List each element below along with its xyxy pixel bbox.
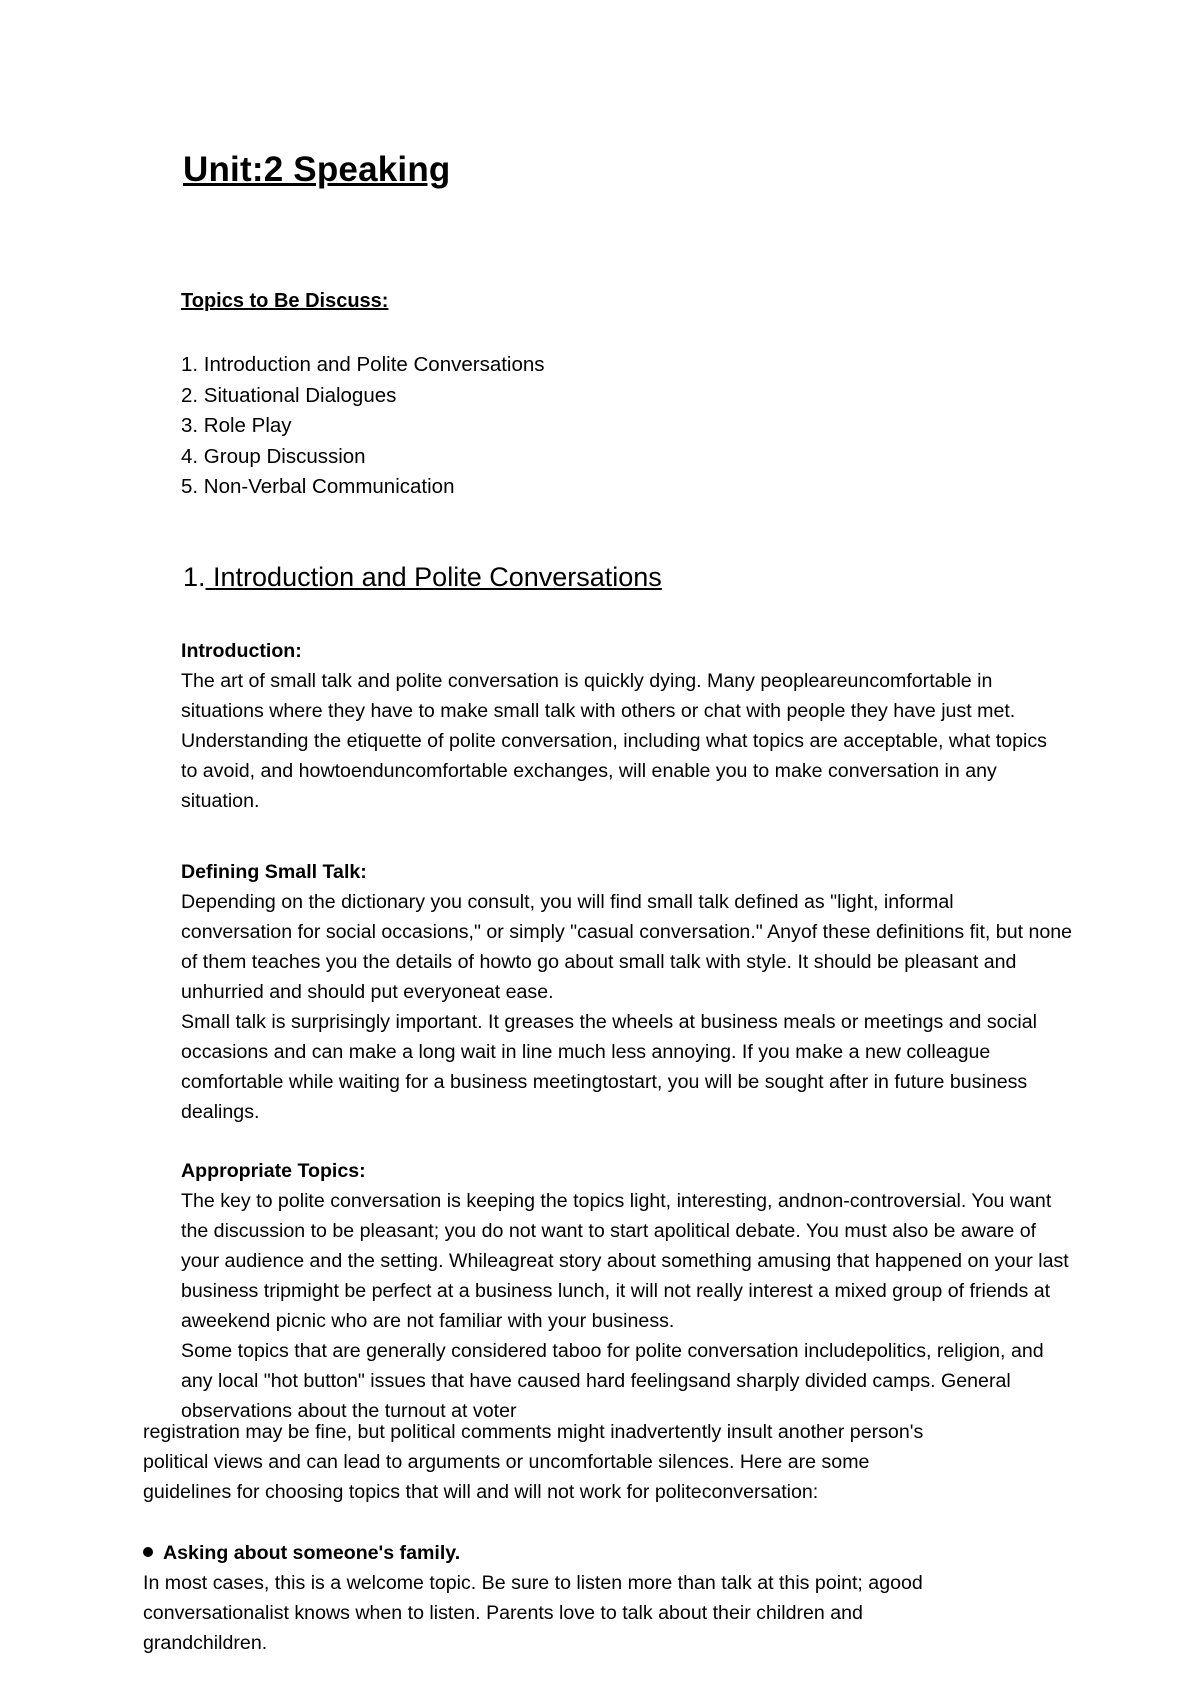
topics-list (181, 350, 545, 503)
text-line: aweekend picnic who are not familiar with your business. (181, 1310, 675, 1332)
topic-item: 4. Group Discussion (181, 444, 366, 468)
appropriate-topics-paragraph (181, 1156, 1191, 1426)
text-line: any local "hot button" issues that have caused hard feelingsand sharply divided camps. General (181, 1370, 1011, 1392)
text-line: The key to polite conversation is keeping the topics light, interesting, andnon-controversial. You want (181, 1190, 1052, 1212)
text-line: In most cases, this is a welcome topic. Be sure to listen more than talk at this point; agood (143, 1572, 923, 1594)
text-line: dealings. (181, 1101, 260, 1123)
section-title-text: Introduction and Polite Conversations (205, 562, 662, 592)
text-line: to avoid, and howtoenduncomfortable exchanges, will enable you to make conversation in any (181, 760, 997, 782)
bullet-heading (143, 1538, 1173, 1568)
text-line: Depending on the dictionary you consult, you will find small talk defined as "light, informal (181, 891, 954, 913)
bullet-dot-icon (143, 1547, 153, 1557)
text-line: occasions and can make a long wait in line much less annoying. If you make a new colleague (181, 1041, 991, 1063)
guidelines-paragraph (143, 1417, 1173, 1507)
topic-item: 5. Non-Verbal Communication (181, 475, 455, 498)
text-line: situation. (181, 790, 260, 812)
appropriate-topics-heading: Appropriate Topics: (181, 1160, 366, 1182)
topics-heading: Topics to Be Discuss: (181, 290, 389, 312)
text-line: grandchildren. (143, 1632, 268, 1654)
section-number: 1. (183, 562, 206, 592)
text-line: of them teaches you the details of howto go about small talk with style. It should be pleasant and (181, 951, 1017, 973)
topic-item: 3. Role Play (181, 414, 292, 437)
text-line: conversationalist knows when to listen. Parents love to talk about their children and (143, 1602, 863, 1624)
text-line: unhurried and should put everyoneat ease. (181, 981, 554, 1003)
text-line: comfortable while waiting for a business meetingtostart, you will be sought after in future business (181, 1071, 1028, 1093)
text-line: the discussion to be pleasant; you do not want to start apolitical debate. You must also be aware of (181, 1220, 1037, 1242)
family-bullet (143, 1538, 1173, 1658)
introduction-heading: Introduction: (181, 640, 302, 662)
text-line: political views and can lead to arguments or uncomfortable silences. Here are some (143, 1451, 870, 1473)
text-line: registration may be fine, but political comments might inadvertently insult another person's (143, 1421, 924, 1443)
text-line: conversation for social occasions," or simply "casual conversation." Anyof these definitions fit, but none (181, 921, 1073, 943)
bullet-heading-text: Asking about someone's family. (163, 1542, 461, 1564)
text-line: business tripmight be perfect at a business lunch, it will not really interest a mixed group of friends at (181, 1280, 1051, 1302)
text-line: Small talk is surprisingly important. It greases the wheels at business meals or meetings and social (181, 1011, 1037, 1033)
text-line: observations about the turnout at voter (181, 1400, 517, 1422)
text-line: Understanding the etiquette of polite conversation, including what topics are acceptable, what topics (181, 730, 1047, 752)
defining-small-talk-paragraph (181, 857, 1191, 1127)
text-line: Some topics that are generally considered taboo for polite conversation includepolitics, religion, and (181, 1340, 1044, 1362)
text-line: situations where they have to make small talk with others or chat with people they have just met. (181, 700, 1016, 722)
topic-item: 1. Introduction and Polite Conversations (181, 353, 545, 376)
unit-title: Unit:2 Speaking (183, 150, 451, 189)
text-line: guidelines for choosing topics that will and will not work for politeconversation: (143, 1481, 819, 1503)
section-title (183, 562, 662, 593)
text-line: your audience and the setting. Whileagreat story about something amusing that happened on your last (181, 1250, 1069, 1272)
defining-small-talk-heading: Defining Small Talk: (181, 861, 367, 883)
text-line: The art of small talk and polite conversation is quickly dying. Many peopleareuncomfortable in (181, 670, 993, 692)
topic-item: 2. Situational Dialogues (181, 383, 397, 407)
introduction-paragraph (181, 636, 1191, 816)
